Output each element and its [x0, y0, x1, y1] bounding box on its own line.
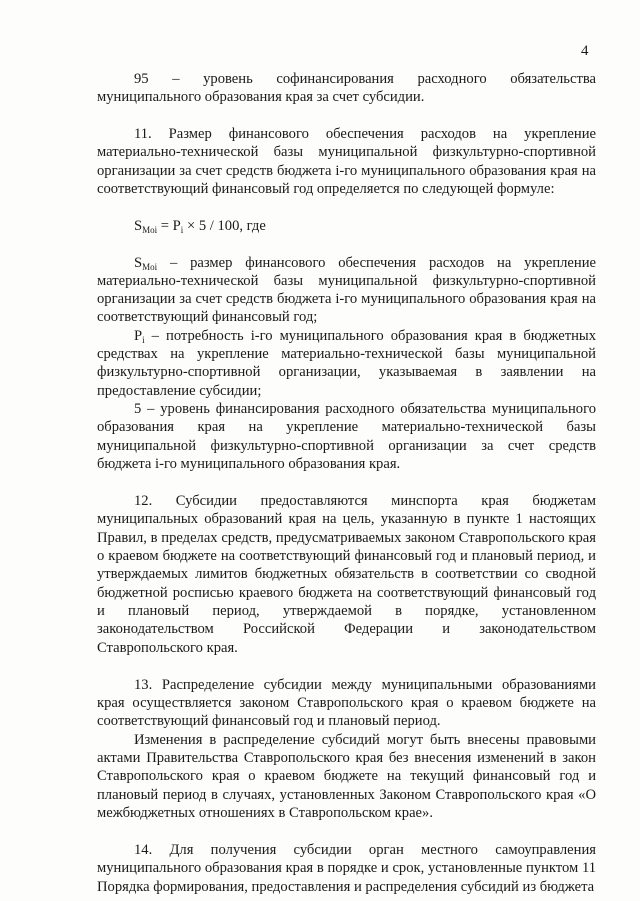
paragraph-13: 13. Распределение субсидии между муниципальными образованиями края осуществляется законом Ставропольского края о краевом бюджете на соответствующий финансовый год и плановый период.: [97, 676, 596, 730]
formula-s-sub: Moi: [142, 224, 158, 235]
paragraph-14: 14. Для получения субсидии орган местного самоуправления муниципального образования края в порядке и срок, установленные пунктом 11 Порядка формирования, предоставления и распределения субсидий из бюджета: [97, 842, 596, 895]
definition-pi: $P_i$ – потребность i-го муниципального образования края в бюджетных средствах на укрепление материально-технической базы муниципальной физкультурно-спортивной организации, указываемая в заявлении на предоставление субсидии;: [97, 327, 596, 399]
formula-eq: = P: [157, 217, 181, 234]
formula: [97, 217, 596, 235]
formula-s: S: [134, 217, 143, 234]
formula-p-sub: i: [180, 224, 184, 235]
paragraph-13-changes: Изменения в распределение субсидий могут быть внесены правовыми актами Правительства Ставропольского края без внесения изменений в закон Ставропольского края о краевом бюджете на текущий финансовый год и плановый период в случаях, установленных Законом Ставропольского края «О межбюджетных отношениях в Ставропольском крае».: [97, 731, 596, 821]
paragraph-11: 11. Размер финансового обеспечения расходов на укрепление материально-технической базы муниципальной физкультурно-спортивной организации за счет средств бюджета i-го муниципального образования края на соответствующий финансовый год определяется по следующей формуле:: [97, 126, 596, 197]
definition-5: 5 – уровень финансирования расходного обязательства муниципального образования края на укрепление материально-технической базы муниципальной физкультурно-спортивной организации за счет средств бюджета i-го муниципального образования края.: [97, 400, 596, 472]
definition-smoi: $S_{Moi}$ – размер финансового обеспечения расходов на укрепление материально-технической базы муниципальной физкультурно-спортивной организации за счет средств бюджета i-го муниципального образования края на соответствующий финансовый год;: [97, 254, 596, 326]
formula-rest: × 5 / 100, где: [183, 217, 266, 234]
page-number: 4: [581, 43, 589, 59]
paragraph-cofinancing-level: 95 – уровень софинансирования расходного обязательства муниципального образования края за счет субсидии.: [97, 71, 596, 106]
paragraph-12: 12. Субсидии предоставляются минспорта края бюджетам муниципальных образований края на цель, указанную в пункте 1 настоящих Правил, в пределах средств, предусматриваемых законом Ставропольского края о краевом бюджете на соответствующий финансовый год и плановый период, и утверждаемых лимитов бюджетных обязательств в соответствии со сводной бюджетной росписью краевого бюджета на соответствующий финансовый год и плановый период, утверждаемой в порядке, установленном законодательством Российской Федерации и законодательством Ставропольского края.: [97, 493, 596, 656]
document-body: [97, 70, 596, 896]
